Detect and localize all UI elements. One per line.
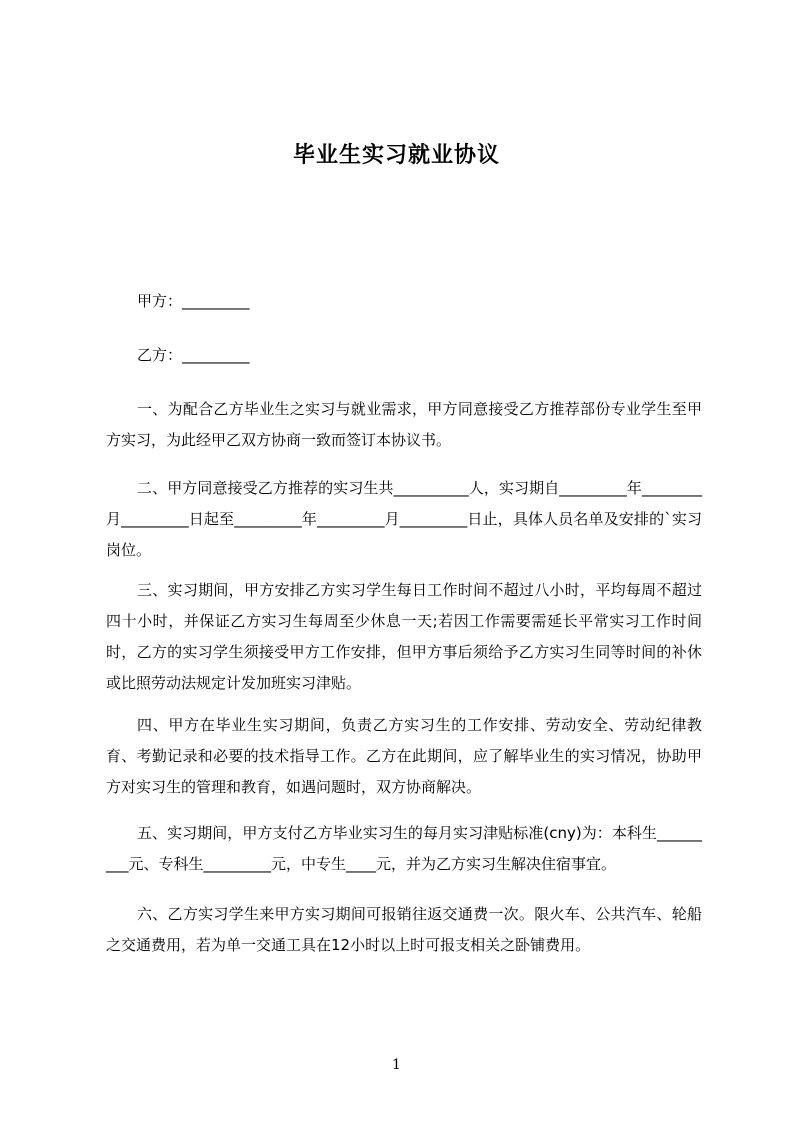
clause-6: 六、乙方实习学生来甲方实习期间可报销往返交通费一次。限火车、公共汽车、轮船之交通费用，若为单一交通工具在12小时以上时可报支相关之卧铺费用。 [106,905,702,954]
document-title: 毕业生实习就业协议 [292,143,500,168]
clause-5: 五、实习期间，甲方支付乙方毕业实习生的每月实习津贴标准(cny)为：本科生_________元、专科生_________元，中专生____元，并为乙方实习生解决住宿事宜。 [106,824,702,873]
clause-1: 一、为配合乙方毕业生之实习与就业需求，甲方同意接受乙方推荐部份专业学生至甲方实习，为此经甲乙双方协商一致而签订本协议书。 [106,400,702,449]
party-b-line: 乙方：_________ [137,346,250,364]
clause-3: 三、实习期间，甲方安排乙方实习学生每日工作时间不超过八小时，平均每周不超过四十小时，并保证乙方实习生每周至少休息一天;若因工作需要需延长平常实习工作时间时，乙方的实习学生须接受甲方工作安排，但甲方事后须给予乙方实习生同等时间的补休或比照劳动法规定计发加班实习津贴。 [106,581,702,692]
page-number: 1 [392,1057,401,1073]
party-a-line: 甲方：_________ [137,292,250,310]
clause-2: 二、甲方同意接受乙方推荐的实习生共__________人，实习期自_________年________月_________日起至_________年_________月_________日止，具体人员名单及安排的`实习岗位。 [106,479,702,559]
clause-4: 四、甲方在毕业生实习期间，负责乙方实习生的工作安排、劳动安全、劳动纪律教育、考勤记录和必要的技术指导工作。乙方在此期间，应了解毕业生的实习情况，协助甲方对实习生的管理和教育，如遇问题时，双方协商解决。 [106,716,702,796]
